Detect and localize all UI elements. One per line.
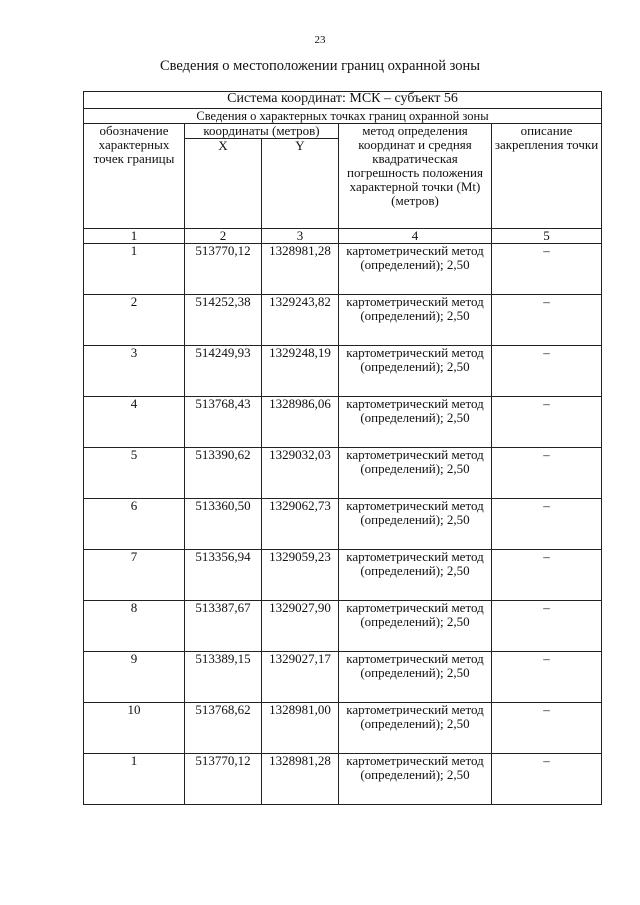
description-cell: – <box>492 652 602 703</box>
header-designation: обозначение характерных точек границы <box>84 124 185 229</box>
x-coordinate-cell: 513770,12 <box>185 754 262 805</box>
method-cell: картометрический метод (определений); 2,50 <box>339 703 492 754</box>
y-coordinate-cell: 1328981,00 <box>262 703 339 754</box>
column-number: 3 <box>262 229 339 244</box>
table-row <box>84 652 602 703</box>
method-cell: картометрический метод (определений); 2,50 <box>339 652 492 703</box>
description-cell: – <box>492 448 602 499</box>
method-cell: картометрический метод (определений); 2,50 <box>339 550 492 601</box>
method-cell: картометрический метод (определений); 2,50 <box>339 601 492 652</box>
method-cell: картометрический метод (определений); 2,50 <box>339 346 492 397</box>
boundary-points-table <box>83 91 602 805</box>
point-cell: 3 <box>84 346 185 397</box>
y-coordinate-cell: 1329062,73 <box>262 499 339 550</box>
y-coordinate-cell: 1328981,28 <box>262 754 339 805</box>
point-cell: 10 <box>84 703 185 754</box>
point-cell: 4 <box>84 397 185 448</box>
point-cell: 8 <box>84 601 185 652</box>
point-cell: 5 <box>84 448 185 499</box>
description-cell: – <box>492 550 602 601</box>
point-cell: 1 <box>84 754 185 805</box>
y-coordinate-cell: 1329248,19 <box>262 346 339 397</box>
x-coordinate-cell: 513768,62 <box>185 703 262 754</box>
table-row <box>84 601 602 652</box>
document-title: Сведения о местоположении границ охранной зоны <box>159 58 480 74</box>
table-row <box>84 346 602 397</box>
description-cell: – <box>492 601 602 652</box>
x-coordinate-cell: 513768,43 <box>185 397 262 448</box>
description-cell: – <box>492 754 602 805</box>
header-method: метод определения координат и средняя квадратическая погрешность положения характерной точки (Mt) (метров) <box>339 124 492 229</box>
y-coordinate-cell: 1329059,23 <box>262 550 339 601</box>
section-label: Сведения о характерных точках границ охранной зоны <box>84 109 602 124</box>
column-number: 2 <box>185 229 262 244</box>
method-cell: картометрический метод (определений); 2,50 <box>339 397 492 448</box>
method-cell: картометрический метод (определений); 2,50 <box>339 499 492 550</box>
x-coordinate-cell: 513389,15 <box>185 652 262 703</box>
coordinate-system-label: Система координат: МСК – субъект 56 <box>84 92 602 109</box>
point-cell: 9 <box>84 652 185 703</box>
column-number: 5 <box>492 229 602 244</box>
point-cell: 1 <box>84 244 185 295</box>
x-coordinate-cell: 513356,94 <box>185 550 262 601</box>
table-row <box>84 499 602 550</box>
x-coordinate-cell: 514252,38 <box>185 295 262 346</box>
y-coordinate-cell: 1329027,90 <box>262 601 339 652</box>
column-number: 4 <box>339 229 492 244</box>
table-row <box>84 448 602 499</box>
x-coordinate-cell: 513770,12 <box>185 244 262 295</box>
x-coordinate-cell: 513390,62 <box>185 448 262 499</box>
point-cell: 6 <box>84 499 185 550</box>
point-cell: 7 <box>84 550 185 601</box>
x-coordinate-cell: 514249,93 <box>185 346 262 397</box>
method-cell: картометрический метод (определений); 2,50 <box>339 295 492 346</box>
point-cell: 2 <box>84 295 185 346</box>
page-number: 23 <box>314 34 326 46</box>
description-cell: – <box>492 397 602 448</box>
header-description: описание закрепления точки <box>492 124 602 229</box>
method-cell: картометрический метод (определений); 2,50 <box>339 754 492 805</box>
table-row <box>84 550 602 601</box>
table-row <box>84 397 602 448</box>
table-body <box>84 91 602 805</box>
header-y: Y <box>262 139 339 229</box>
table-row <box>84 754 602 805</box>
description-cell: – <box>492 703 602 754</box>
description-cell: – <box>492 499 602 550</box>
description-cell: – <box>492 295 602 346</box>
table-row <box>84 295 602 346</box>
table-row <box>84 244 602 295</box>
description-cell: – <box>492 346 602 397</box>
header-coordinates: координаты (метров) <box>185 124 339 139</box>
x-coordinate-cell: 513360,50 <box>185 499 262 550</box>
column-number: 1 <box>84 229 185 244</box>
method-cell: картометрический метод (определений); 2,50 <box>339 448 492 499</box>
header-x: X <box>185 139 262 229</box>
y-coordinate-cell: 1328986,06 <box>262 397 339 448</box>
y-coordinate-cell: 1329032,03 <box>262 448 339 499</box>
y-coordinate-cell: 1329027,17 <box>262 652 339 703</box>
y-coordinate-cell: 1328981,28 <box>262 244 339 295</box>
table-row <box>84 703 602 754</box>
method-cell: картометрический метод (определений); 2,50 <box>339 244 492 295</box>
description-cell: – <box>492 244 602 295</box>
x-coordinate-cell: 513387,67 <box>185 601 262 652</box>
y-coordinate-cell: 1329243,82 <box>262 295 339 346</box>
